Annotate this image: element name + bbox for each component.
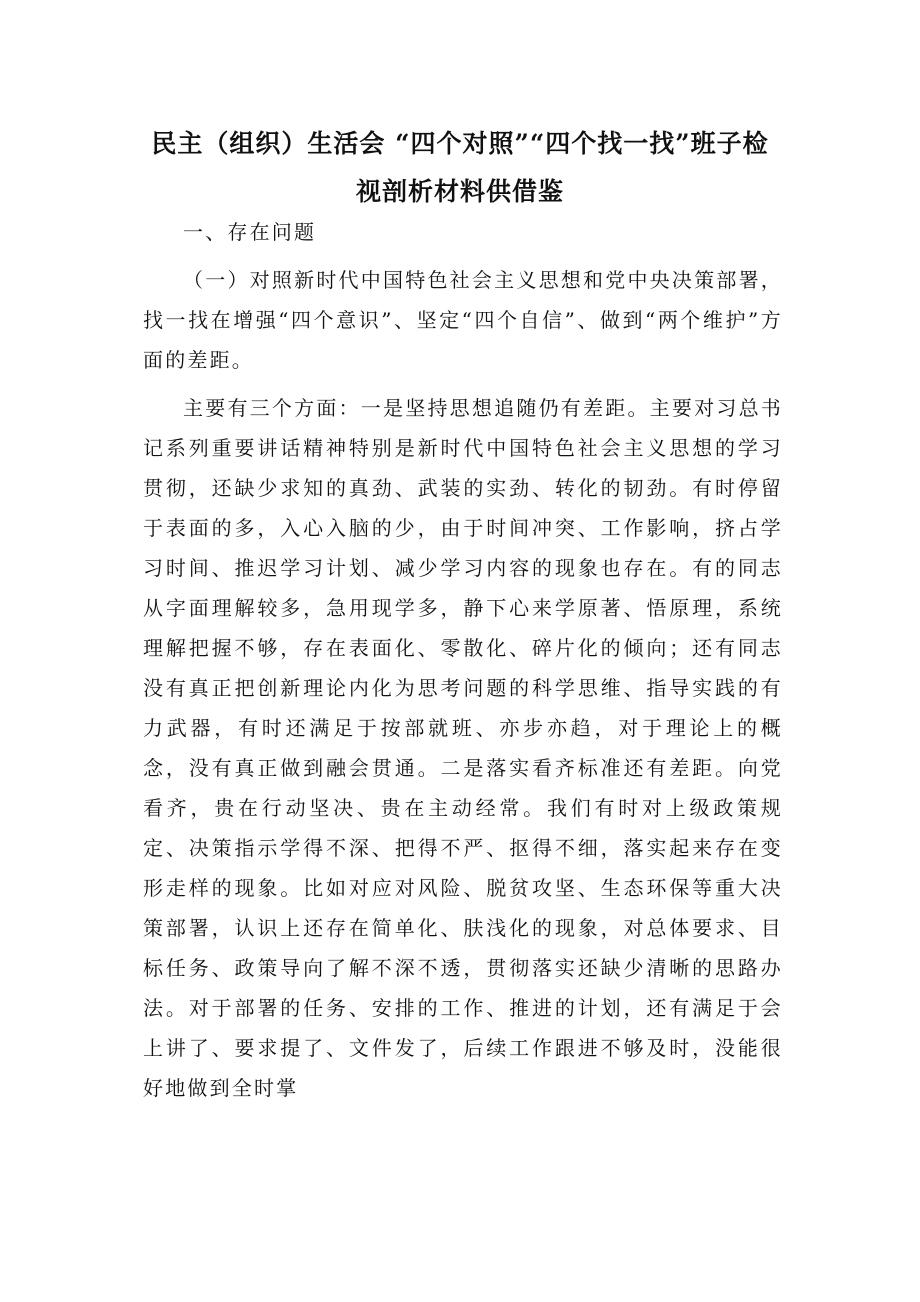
document-title-line-2: 视剖析材料供借鉴 bbox=[355, 177, 564, 206]
document-body bbox=[143, 212, 783, 1116]
document-title-line-1: 民主（组织）生活会 “四个对照”“四个找一找”班子检 bbox=[151, 129, 769, 158]
body-paragraph: 主要有三个方面：一是坚持思想追随仍有差距。主要对习总书记系列重要讲话精神特别是新时代中国特色社会主义思想的学习贯彻，还缺少求知的真劲、武装的实劲、转化的韧劲。有时停留于表面的多，入心入脑的少，由于时间冲突、工作影响，挤占学习时间、推迟学习计划、减少学习内容的现象也存在。有的同志从字面理解较多，急用现学多，静下心来学原著、悟原理，系统理解把握不够，存在表面化、零散化、碎片化的倾向；还有同志没有真正把创新理论内化为思考问题的科学思维、指导实践的有力武器，有时还满足于按部就班、亦步亦趋，对于理论上的概念，没有真正做到融会贯通。二是落实看齐标准还有差距。向党看齐，贵在行动坚决、贵在主动经常。我们有时对上级政策规定、决策指示学得不深、把得不严、抠得不细，落实起来存在变形走样的现象。比如对应对风险、脱贫攻坚、生态环保等重大决策部署，认识上还存在简单化、肤浅化的现象，对总体要求、目标任务、政策导向了解不深不透，贯彻落实还缺少清晰的思路办法。对于部署的任务、安排的工作、推进的计划，还有满足于会上讲了、要求提了、文件发了，后续工作跟进不够及时，没能很好地做到全时掌 bbox=[143, 396, 783, 1100]
section-heading: 一、存在问题 bbox=[183, 220, 317, 244]
document-title bbox=[140, 120, 780, 216]
subsection-heading: （一）对照新时代中国特色社会主义思想和党中央决策部署，找一找在增强“四个意识”、坚定“四个自信”、做到“两个维护”方面的差距。 bbox=[143, 268, 783, 372]
